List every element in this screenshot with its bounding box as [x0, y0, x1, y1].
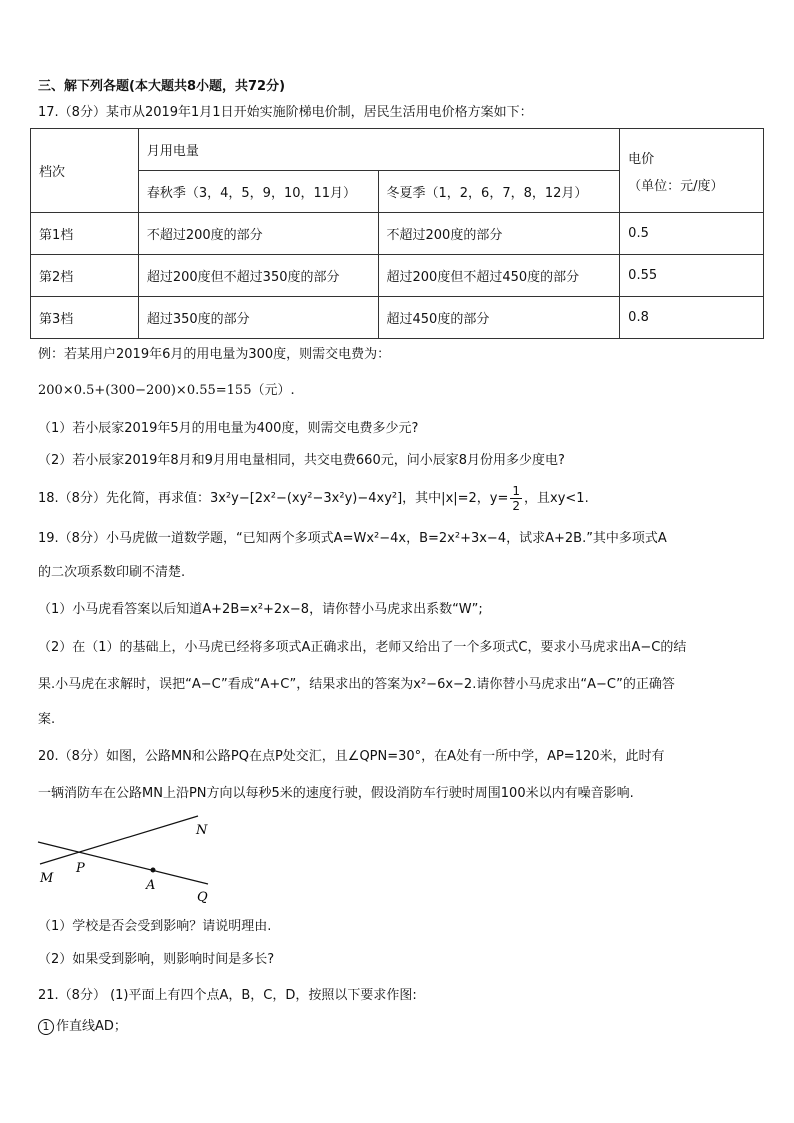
road-intersection-figure	[30, 812, 230, 908]
table-row	[31, 255, 764, 297]
road-mn-line	[40, 816, 198, 864]
header-spring-autumn: 春秋季（3，4，5，9，10，11月）	[138, 171, 378, 213]
q21-step1-text: 作直线AD；	[56, 1019, 127, 1034]
price-cell: 0.8	[620, 297, 764, 339]
circled-number-one: 1	[38, 1019, 54, 1035]
q18	[38, 484, 589, 514]
fraction-denominator: 2	[512, 499, 521, 513]
label-n: N	[196, 823, 208, 838]
q21-step1	[38, 1018, 127, 1036]
header-tier: 档次	[31, 129, 139, 213]
q20-line2: 一辆消防车在公路MN上沿PN方向以每秒5米的速度行驶，假设消防车行驶时周围100米以内有噪音影响.	[38, 786, 634, 801]
spring-cell: 不超过200度的部分	[138, 213, 378, 255]
q19-part2-line3: 案.	[38, 712, 56, 727]
label-p: P	[76, 861, 85, 876]
tier-cell: 第3档	[31, 297, 139, 339]
fraction-numerator: 1	[512, 484, 521, 498]
spring-cell: 超过350度的部分	[138, 297, 378, 339]
q20-part1: （1）学校是否会受到影响？请说明理由.	[38, 919, 272, 934]
header-monthly-usage: 月用电量	[138, 129, 619, 171]
label-m: M	[40, 871, 54, 886]
fraction-one-half	[510, 484, 522, 513]
header-winter-summer: 冬夏季（1，2，6，7，8，12月）	[378, 171, 620, 213]
q17-example: 例：若某用户2019年6月的用电量为300度，则需交电费为：	[38, 347, 391, 362]
section-heading: 三、解下列各题(本大题共8小题，共72分)	[38, 79, 286, 94]
header-price-unit: （单位：元/度）	[628, 178, 724, 194]
tier-cell: 第1档	[31, 213, 139, 255]
q20-part2: （2）如果受到影响，则影响时间是多长?	[38, 952, 275, 967]
q17-example-calc: 200×0.5+(300−200)×0.55=155（元）.	[38, 383, 295, 398]
q19-part1: （1）小马虎看答案以后知道A+2B=x²+2x−8，请你替小马虎求出系数“W”;	[38, 602, 483, 617]
table-row	[31, 213, 764, 255]
road-pq-line	[38, 842, 208, 884]
q19-line2: 的二次项系数印刷不清楚.	[38, 565, 186, 580]
summer-cell: 超过200度但不超过450度的部分	[378, 255, 620, 297]
summer-cell: 超过450度的部分	[378, 297, 620, 339]
header-price-label: 电价	[628, 151, 655, 167]
summer-cell: 不超过200度的部分	[378, 213, 620, 255]
q19-part2-line1: （2）在（1）的基础上，小马虎已经将多项式A正确求出，老师又给出了一个多项式C，要求小马虎求出A−C的结	[38, 640, 687, 655]
table-row	[31, 297, 764, 339]
q18-condition: ，且xy<1.	[524, 491, 589, 506]
label-q: Q	[197, 890, 208, 905]
tier-cell: 第2档	[31, 255, 139, 297]
q18-text: 18.（8分）先化简，再求值：3x²y−[2x²−(xy²−3x²y)−4xy²]，其中|x|=2，y=	[38, 491, 509, 506]
q17-part1: （1）若小辰家2019年5月的用电量为400度，则需交电费多少元?	[38, 421, 419, 436]
q19-line1: 19.（8分）小马虎做一道数学题，“已知两个多项式A=Wx²−4x，B=2x²+3x−4，试求A+2B.”其中多项式A	[38, 531, 667, 546]
q17-part2: （2）若小辰家2019年8月和9月用电量相同，共交电费660元，问小辰家8月份用多少度电?	[38, 453, 565, 468]
q19-part2-line2: 果.小马虎在求解时，误把“A−C”看成“A+C”，结果求出的答案为x²−6x−2.请你替小马虎求出“A−C”的正确答	[38, 677, 675, 692]
q20-line1: 20.（8分）如图，公路MN和公路PQ在点P处交汇，且∠QPN=30°，在A处有一所中学，AP=120米，此时有	[38, 749, 665, 764]
price-cell: 0.5	[620, 213, 764, 255]
price-cell: 0.55	[620, 255, 764, 297]
electricity-price-table	[30, 128, 764, 339]
school-point-a	[151, 868, 156, 873]
spring-cell: 超过200度但不超过350度的部分	[138, 255, 378, 297]
q17-stem: 17.（8分）某市从2019年1月1日开始实施阶梯电价制，居民生活用电价格方案如下：	[38, 105, 533, 120]
label-a: A	[146, 878, 156, 893]
header-price	[620, 129, 764, 213]
q21-line1: 21.（8分） (1)平面上有四个点A，B，C，D，按照以下要求作图:	[38, 988, 417, 1003]
